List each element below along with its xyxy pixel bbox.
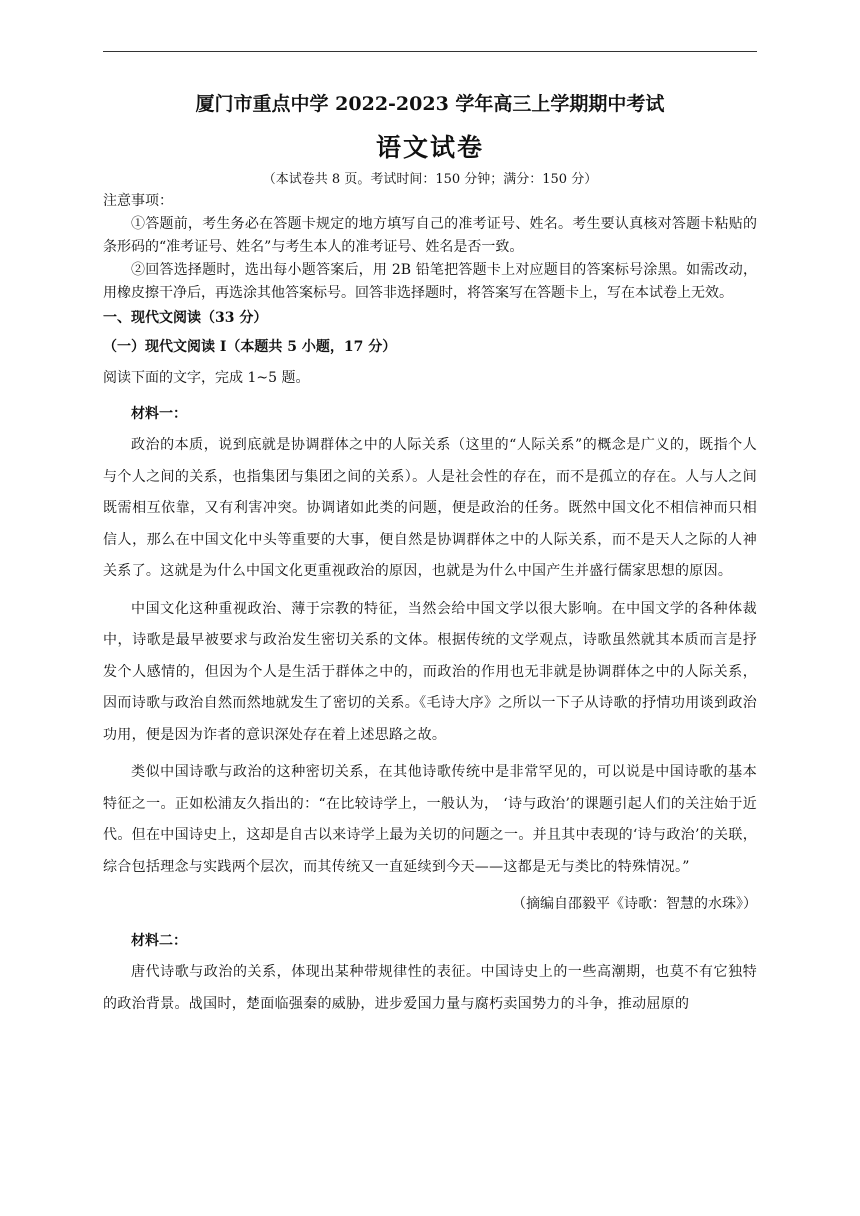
notice-item-2: ②回答选择题时，选出每小题答案后，用 2B 铅笔把答题卡上对应题目的答案标号涂黑。如需改动，用橡皮擦干净后，再选涂其他答案标号。回答非选择题时，将答案写在答题卡上，写在本试卷上无效。 <box>103 262 757 301</box>
notice-heading: 注意事项： <box>103 193 173 209</box>
subsection-heading: （一）现代文阅读 I（本题共 5 小题，17 分） <box>103 339 397 355</box>
exam-subtitle: 语文试卷 <box>375 133 484 162</box>
material-1-paragraph: 类似中国诗歌与政治的这种密切关系，在其他诗歌传统中是非常罕见的，可以说是中国诗歌的基本特征之一。正如松浦友久指出的：“在比较诗学上，一般认为， ‘诗与政治’的课题引起人们的关注始于近代。但在中国诗史上，这却是自古以来诗学上最为关切的问题之一。并且其中表现的‘诗与政治’的关联，综合包括理念与实践两个层次，而其传统又一直延续到今天——这都是无与类比的特殊情况。” <box>103 764 757 875</box>
exam-info: （本试卷共 8 页。考试时间：150 分钟；满分：150 分） <box>262 172 598 187</box>
top-rule <box>103 51 757 52</box>
exam-title: 厦门市重点中学 2022-2023 学年高三上学期期中考试 <box>195 93 665 115</box>
material-1-paragraph: 中国文化这种重视政治、薄于宗教的特征，当然会给中国文学以很大影响。在中国文学的各种体裁中，诗歌是最早被要求与政治发生密切关系的文体。根据传统的文学观点，诗歌虽然就其本质而言是抒发个人感情的，但因为个人是生活于群体之中的，而政治的作用也无非就是协调群体之中的人际关系，因而诗歌与政治自然而然地就发生了密切的关系。《毛诗大序》之所以一下子从诗歌的抒情功用谈到政治功用，便是因为诈者的意识深处存在着上述思路之故。 <box>103 600 757 743</box>
material-1-paragraph: 政治的本质，说到底就是协调群体之中的人际关系（这里的“人际关系”的概念是广义的，既指个人与个人之间的关系，也指集团与集团之间的关系）。人是社会性的存在，而不是孤立的存在。人与人之间既需相互依靠，又有利害冲突。协调诸如此类的问题，便是政治的任务。既然中国文化不相信神而只相信人，那么在中国文化中头等重要的大事，便自然是协调群体之中的人际关系，而不是天人之际的人神关系了。这就是为什么中国文化更重视政治的原因，也就是为什么中国产生并盛行儒家思想的原因。 <box>103 437 757 579</box>
material-1-source: （摘编自邵毅平《诗歌：智慧的水珠》） <box>512 896 757 912</box>
reading-instruction: 阅读下面的文字，完成 1~5 题。 <box>103 370 310 386</box>
material-1-label: 材料一： <box>131 406 187 422</box>
material-2-label: 材料二： <box>131 933 187 949</box>
notice-item-1: ①答题前，考生务必在答题卡规定的地方填写自己的准考证号、姓名。考生要认真核对答题卡粘贴的条形码的“准考证号、姓名”与考生本人的准考证号、姓名是否一致。 <box>103 216 757 255</box>
exam-page <box>103 90 757 1020</box>
section-heading: 一、现代文阅读（33 分） <box>103 310 268 326</box>
material-2-paragraph: 唐代诗歌与政治的关系，体现出某种带规律性的表征。中国诗史上的一些高潮期，也莫不有它独特的政治背景。战国时，楚面临强秦的威胁，进步爱国力量与腐朽卖国势力的斗争，推动屈原的 <box>103 964 757 1012</box>
